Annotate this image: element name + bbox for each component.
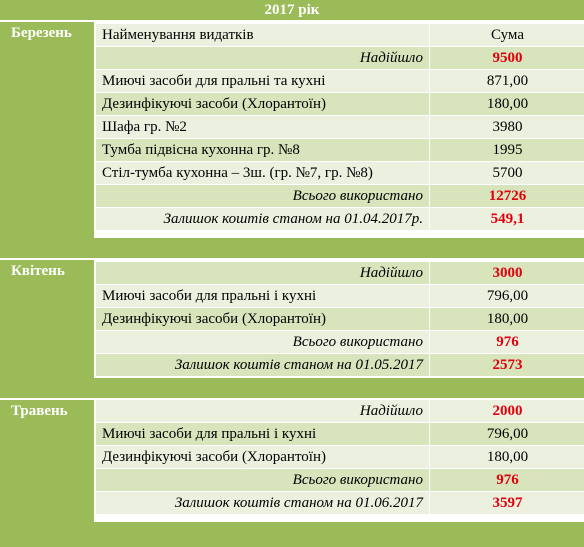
received-amount: 3000 bbox=[492, 265, 523, 281]
expense-row bbox=[96, 285, 584, 308]
received-row bbox=[96, 262, 584, 285]
total-used-amount: 976 bbox=[496, 472, 519, 488]
balance-amount: 3597 bbox=[492, 495, 523, 511]
expense-row bbox=[96, 116, 584, 139]
expense-amount: 1995 bbox=[492, 142, 523, 158]
balance-row bbox=[96, 492, 584, 515]
total-used-row bbox=[96, 331, 584, 354]
expense-amount: 180,00 bbox=[486, 311, 529, 327]
received-label: Надійшло bbox=[96, 47, 430, 69]
expense-name: Шафа гр. №2 bbox=[96, 116, 430, 138]
table-footer bbox=[0, 522, 584, 547]
month-march: Березень bbox=[0, 22, 95, 238]
total-used-row bbox=[96, 185, 584, 208]
expense-name: Дезинфікуючі засоби (Хлорантоїн) bbox=[96, 93, 430, 115]
month-separator bbox=[0, 378, 584, 400]
balance-label: Залишок коштів станом на 01.04.2017р. bbox=[96, 208, 430, 230]
expense-amount: 180,00 bbox=[486, 449, 529, 465]
expense-row bbox=[96, 162, 584, 185]
month-separator bbox=[0, 238, 584, 260]
header-row bbox=[96, 24, 584, 47]
expense-row bbox=[96, 139, 584, 162]
expense-name: Дезинфікуючі засоби (Хлорантоїн) bbox=[96, 308, 430, 330]
total-used-label: Всього використано bbox=[96, 331, 430, 353]
expense-name: Миючі засоби для пральні та кухні bbox=[96, 70, 430, 92]
total-used-label: Всього використано bbox=[96, 185, 430, 207]
expense-amount: 180,00 bbox=[486, 96, 529, 112]
expense-row bbox=[96, 308, 584, 331]
expense-name: Миючі засоби для пральні і кухні bbox=[96, 423, 430, 445]
expense-name: Дезинфікуючі засоби (Хлорантоїн) bbox=[96, 446, 430, 468]
expense-amount: 796,00 bbox=[486, 426, 529, 442]
expense-amount: 796,00 bbox=[486, 288, 529, 304]
received-amount: 9500 bbox=[492, 50, 523, 66]
column-header-name: Найменування видатків bbox=[96, 24, 430, 46]
balance-label: Залишок коштів станом на 01.05.2017 bbox=[96, 354, 430, 376]
received-amount: 2000 bbox=[492, 403, 523, 419]
received-row bbox=[96, 400, 584, 423]
expense-name: Тумба підвісна кухонна гр. №8 bbox=[96, 139, 430, 161]
expense-row bbox=[96, 93, 584, 116]
expense-amount: 3980 bbox=[492, 119, 523, 135]
table-title: 2017 рік bbox=[0, 0, 584, 22]
balance-amount: 2573 bbox=[492, 357, 523, 373]
balance-row bbox=[96, 208, 584, 231]
expense-amount: 5700 bbox=[492, 165, 523, 181]
expense-row bbox=[96, 70, 584, 93]
expense-row bbox=[96, 423, 584, 446]
balance-row bbox=[96, 354, 584, 377]
month-may: Травень bbox=[0, 400, 95, 522]
total-used-row bbox=[96, 469, 584, 492]
expense-row bbox=[96, 446, 584, 469]
column-header-sum: Сума bbox=[491, 27, 524, 43]
total-used-amount: 976 bbox=[496, 334, 519, 350]
month-april: Квітень bbox=[0, 260, 95, 382]
expense-name: Миючі засоби для пральні і кухні bbox=[96, 285, 430, 307]
total-used-amount: 12726 bbox=[488, 188, 527, 204]
expense-amount: 871,00 bbox=[486, 73, 529, 89]
received-label: Надійшло bbox=[96, 262, 430, 284]
balance-label: Залишок коштів станом на 01.06.2017 bbox=[96, 492, 430, 514]
balance-amount: 549,1 bbox=[490, 211, 525, 227]
expense-name: Стіл-тумба кухонна – 3ш. (гр. №7, гр. №8) bbox=[96, 162, 430, 184]
received-label: Надійшло bbox=[96, 400, 430, 422]
total-used-label: Всього використано bbox=[96, 469, 430, 491]
received-row bbox=[96, 47, 584, 70]
